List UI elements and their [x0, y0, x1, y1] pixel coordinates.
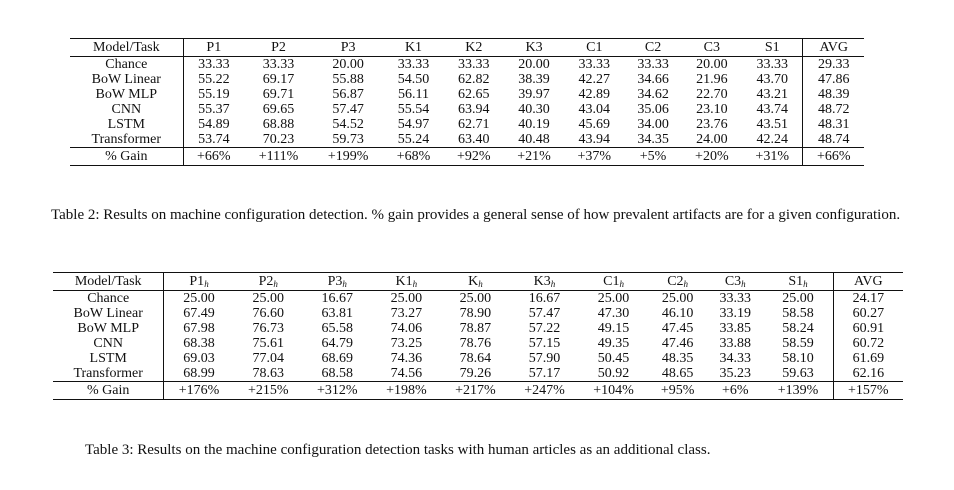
- column-header-subscript: h: [478, 279, 483, 289]
- score-cell: 54.52: [332, 117, 364, 132]
- gain-cell: +66%: [803, 148, 864, 166]
- column-header: [707, 273, 763, 291]
- score-cell: 59.73: [332, 132, 364, 147]
- model-name-cell: BoW Linear: [70, 72, 183, 87]
- table-3-caption: Table 3: Results on the machine configuration detection tasks with human articles as an additional class.: [85, 442, 711, 458]
- score-cell: 76.73: [252, 321, 284, 336]
- gain-cell: +139%: [763, 382, 833, 400]
- score-cell: 20.00: [518, 57, 550, 72]
- gain-cell: +199%: [313, 148, 383, 166]
- column-header: C3: [682, 39, 742, 57]
- table-row: [70, 117, 864, 132]
- column-header: [303, 273, 372, 291]
- score-cell: 64.79: [321, 336, 354, 351]
- model-name-cell: CNN: [53, 336, 164, 351]
- score-cell: 38.39: [518, 72, 550, 87]
- score-cell: 35.06: [637, 102, 669, 117]
- column-header: [441, 273, 510, 291]
- model-name-cell: Chance: [70, 57, 183, 73]
- score-cell: 73.27: [390, 306, 423, 321]
- score-cell: 55.22: [198, 72, 230, 87]
- score-cell: 47.46: [661, 336, 694, 351]
- score-cell: 58.59: [763, 336, 833, 351]
- score-cell: 29.33: [817, 57, 850, 72]
- gain-label-cell: % Gain: [53, 382, 164, 400]
- score-cell: 59.63: [763, 366, 833, 382]
- column-header: P1: [183, 39, 244, 57]
- score-cell: 69.17: [262, 72, 295, 87]
- score-cell: 48.35: [661, 351, 694, 366]
- column-header-label: C2: [667, 274, 684, 289]
- model-name-cell: Transformer: [53, 366, 164, 382]
- gain-cell: +21%: [504, 148, 564, 166]
- score-cell: 67.98: [183, 321, 215, 336]
- table-2-caption: Table 2: Results on machine configuration detection. % gain provides a general sense of how prevalent artifacts are for a given configuration.: [51, 207, 901, 223]
- score-cell: 57.17: [528, 366, 561, 381]
- score-cell: 16.67: [528, 291, 561, 306]
- table-row: [53, 366, 903, 382]
- column-header: K2: [444, 39, 504, 57]
- score-cell: 33.33: [742, 57, 803, 73]
- column-header-label: P1: [189, 274, 205, 289]
- column-header: [579, 273, 648, 291]
- column-header-subscript: h: [741, 279, 746, 289]
- score-cell: 68.58: [321, 366, 354, 381]
- score-cell: 47.30: [597, 306, 630, 321]
- column-header: C2: [624, 39, 681, 57]
- gain-cell: +312%: [303, 382, 372, 400]
- table-3-body: [53, 291, 903, 400]
- table-3: [53, 272, 903, 400]
- score-cell: 58.10: [763, 351, 833, 366]
- column-header-label: K: [468, 274, 479, 289]
- score-cell: 48.31: [817, 117, 850, 132]
- table-row: [53, 351, 903, 366]
- gain-cell: +92%: [444, 148, 504, 166]
- score-cell: 16.67: [321, 291, 354, 306]
- column-header-label: P3: [327, 274, 343, 289]
- score-cell: 25.00: [183, 291, 215, 306]
- column-header: K3: [504, 39, 564, 57]
- score-cell: 78.87: [459, 321, 492, 336]
- column-header: [833, 273, 903, 291]
- score-cell: 53.74: [198, 132, 230, 147]
- score-cell: 57.90: [528, 351, 561, 366]
- score-cell: 55.37: [198, 102, 230, 117]
- score-cell: 60.91: [852, 321, 885, 336]
- score-cell: 61.69: [852, 351, 885, 366]
- score-cell: 39.97: [518, 87, 550, 102]
- gain-row: [70, 148, 864, 166]
- score-cell: 43.21: [742, 87, 803, 102]
- score-cell: 25.00: [252, 291, 284, 306]
- score-cell: 70.23: [262, 132, 295, 147]
- table-row: [53, 291, 903, 307]
- score-cell: 75.61: [252, 336, 284, 351]
- column-header-subscript: h: [204, 279, 209, 289]
- model-name-cell: CNN: [70, 102, 183, 117]
- score-cell: 58.24: [763, 321, 833, 336]
- score-cell: 20.00: [332, 57, 364, 72]
- table-3-header-row: [53, 273, 903, 291]
- column-header-label: AVG: [854, 274, 883, 289]
- score-cell: 74.06: [390, 321, 423, 336]
- column-header-subscript: h: [683, 279, 689, 289]
- score-cell: 22.70: [696, 87, 728, 102]
- score-cell: 68.38: [183, 336, 215, 351]
- model-name-cell: BoW MLP: [70, 87, 183, 102]
- score-cell: 69.71: [262, 87, 295, 102]
- score-cell: 34.33: [719, 351, 751, 366]
- score-cell: 58.58: [763, 306, 833, 321]
- table-row: [70, 57, 864, 73]
- score-cell: 40.48: [518, 132, 550, 147]
- score-cell: 33.33: [397, 57, 430, 72]
- gain-cell: +157%: [833, 382, 903, 400]
- model-name-cell: Chance: [53, 291, 164, 307]
- score-cell: 23.76: [696, 117, 728, 132]
- gain-cell: +176%: [164, 382, 234, 400]
- score-cell: 49.15: [597, 321, 630, 336]
- gain-cell: +37%: [564, 148, 624, 166]
- table-row: [70, 132, 864, 148]
- score-cell: 33.33: [719, 291, 751, 306]
- gain-cell: +95%: [648, 382, 707, 400]
- score-cell: 40.30: [518, 102, 550, 117]
- score-cell: 34.35: [637, 132, 669, 147]
- score-cell: 33.33: [578, 57, 611, 72]
- gain-cell: +215%: [234, 382, 303, 400]
- column-header: AVG: [803, 39, 864, 57]
- score-cell: 24.00: [696, 132, 728, 147]
- score-cell: 54.50: [397, 72, 430, 87]
- model-name-cell: BoW Linear: [53, 306, 164, 321]
- score-cell: 50.45: [597, 351, 630, 366]
- model-name-cell: LSTM: [53, 351, 164, 366]
- column-header: S1: [742, 39, 803, 57]
- score-cell: 47.45: [661, 321, 694, 336]
- score-cell: 63.40: [458, 132, 490, 147]
- score-cell: 33.33: [637, 57, 669, 72]
- score-cell: 77.04: [252, 351, 284, 366]
- score-cell: 43.70: [742, 72, 803, 87]
- score-cell: 78.64: [459, 351, 492, 366]
- column-header-label: K1: [395, 274, 413, 289]
- score-cell: 47.86: [817, 72, 850, 87]
- gain-cell: +6%: [707, 382, 763, 400]
- score-cell: 33.33: [458, 57, 490, 72]
- score-cell: 33.19: [719, 306, 751, 321]
- column-header: Model/Task: [70, 39, 183, 57]
- table-2-header-row: [70, 39, 864, 57]
- gain-cell: +217%: [441, 382, 510, 400]
- score-cell: 55.19: [198, 87, 230, 102]
- table-row: [53, 306, 903, 321]
- column-header-label: S1: [788, 274, 804, 289]
- column-header: [648, 273, 707, 291]
- score-cell: 62.65: [458, 87, 490, 102]
- score-cell: 42.27: [578, 72, 611, 87]
- score-cell: 55.88: [332, 72, 364, 87]
- score-cell: 34.66: [637, 72, 669, 87]
- gain-cell: +20%: [682, 148, 742, 166]
- column-header: [53, 273, 164, 291]
- table-row: [53, 321, 903, 336]
- score-cell: 45.69: [578, 117, 611, 132]
- score-cell: 46.10: [661, 306, 694, 321]
- gain-cell: +5%: [624, 148, 681, 166]
- score-cell: 25.00: [390, 291, 423, 306]
- model-name-cell: LSTM: [70, 117, 183, 132]
- score-cell: 62.16: [852, 366, 885, 381]
- score-cell: 49.35: [597, 336, 630, 351]
- score-cell: 65.58: [321, 321, 354, 336]
- score-cell: 63.94: [458, 102, 490, 117]
- score-cell: 25.00: [763, 291, 833, 307]
- score-cell: 78.63: [252, 366, 284, 381]
- column-header-label: C1: [603, 274, 620, 289]
- column-header: [234, 273, 303, 291]
- column-header: C1: [564, 39, 624, 57]
- column-header-subscript: h: [342, 279, 347, 289]
- score-cell: 63.81: [321, 306, 354, 321]
- table-row: [53, 336, 903, 351]
- score-cell: 62.71: [458, 117, 490, 132]
- gain-cell: +247%: [510, 382, 579, 400]
- column-header-label: K3: [533, 274, 551, 289]
- column-header: K1: [383, 39, 443, 57]
- score-cell: 74.56: [390, 366, 423, 381]
- column-header: [372, 273, 441, 291]
- score-cell: 25.00: [459, 291, 492, 306]
- score-cell: 24.17: [852, 291, 885, 306]
- score-cell: 73.25: [390, 336, 423, 351]
- column-header-subscript: h: [273, 279, 278, 289]
- gain-cell: +111%: [244, 148, 313, 166]
- score-cell: 78.90: [459, 306, 492, 321]
- score-cell: 68.99: [183, 366, 215, 381]
- table-row: [70, 72, 864, 87]
- score-cell: 34.62: [637, 87, 669, 102]
- score-cell: 60.72: [852, 336, 885, 351]
- gain-cell: +66%: [183, 148, 244, 166]
- score-cell: 43.74: [742, 102, 803, 117]
- score-cell: 33.33: [262, 57, 295, 72]
- model-name-cell: BoW MLP: [53, 321, 164, 336]
- score-cell: 62.82: [458, 72, 490, 87]
- score-cell: 56.11: [398, 87, 429, 102]
- score-cell: 25.00: [597, 291, 630, 306]
- column-header: [510, 273, 579, 291]
- score-cell: 43.51: [742, 117, 803, 132]
- column-header-label: Model/Task: [74, 274, 142, 289]
- column-header-subscript: h: [412, 279, 418, 289]
- table-2: [70, 38, 864, 166]
- score-cell: 43.94: [578, 132, 611, 147]
- score-cell: 68.69: [321, 351, 354, 366]
- gain-cell: +31%: [742, 148, 803, 166]
- table-row: [70, 87, 864, 102]
- score-cell: 48.39: [817, 87, 850, 102]
- gain-cell: +198%: [372, 382, 441, 400]
- score-cell: 68.88: [262, 117, 295, 132]
- score-cell: 54.97: [397, 117, 430, 132]
- score-cell: 50.92: [597, 366, 630, 381]
- score-cell: 79.26: [459, 366, 492, 381]
- gain-cell: +68%: [383, 148, 443, 166]
- score-cell: 40.19: [518, 117, 550, 132]
- column-header: [164, 273, 234, 291]
- score-cell: 69.03: [183, 351, 215, 366]
- score-cell: 67.49: [183, 306, 215, 321]
- score-cell: 57.15: [528, 336, 561, 351]
- score-cell: 42.89: [578, 87, 611, 102]
- gain-label-cell: % Gain: [70, 148, 183, 166]
- score-cell: 21.96: [696, 72, 728, 87]
- score-cell: 56.87: [332, 87, 364, 102]
- column-header-label: P2: [258, 274, 274, 289]
- score-cell: 43.04: [578, 102, 611, 117]
- score-cell: 69.65: [262, 102, 295, 117]
- score-cell: 35.23: [719, 366, 751, 381]
- score-cell: 55.54: [397, 102, 430, 117]
- score-cell: 33.88: [719, 336, 751, 351]
- column-header-subscript: h: [619, 279, 624, 289]
- score-cell: 42.24: [742, 132, 803, 148]
- score-cell: 48.65: [661, 366, 694, 381]
- column-header: P2: [244, 39, 313, 57]
- column-header: P3: [313, 39, 383, 57]
- score-cell: 20.00: [696, 57, 728, 72]
- column-header-subscript: h: [550, 279, 556, 289]
- score-cell: 57.47: [528, 306, 561, 321]
- score-cell: 54.89: [198, 117, 230, 132]
- gain-row: [53, 382, 903, 400]
- model-name-cell: Transformer: [70, 132, 183, 148]
- score-cell: 34.00: [637, 117, 669, 132]
- score-cell: 60.27: [852, 306, 885, 321]
- score-cell: 25.00: [661, 291, 694, 306]
- table-row: [70, 102, 864, 117]
- score-cell: 57.22: [528, 321, 561, 336]
- column-header-label: C3: [724, 274, 742, 289]
- score-cell: 76.60: [252, 306, 284, 321]
- score-cell: 78.76: [459, 336, 492, 351]
- score-cell: 57.47: [332, 102, 364, 117]
- score-cell: 33.33: [198, 57, 230, 72]
- score-cell: 48.72: [817, 102, 850, 117]
- score-cell: 33.85: [719, 321, 751, 336]
- table-2-body: [70, 57, 864, 166]
- score-cell: 48.74: [817, 132, 850, 147]
- score-cell: 74.36: [390, 351, 423, 366]
- column-header: [763, 273, 833, 291]
- score-cell: 23.10: [696, 102, 728, 117]
- gain-cell: +104%: [579, 382, 648, 400]
- column-header-subscript: h: [803, 279, 808, 289]
- score-cell: 55.24: [397, 132, 430, 147]
